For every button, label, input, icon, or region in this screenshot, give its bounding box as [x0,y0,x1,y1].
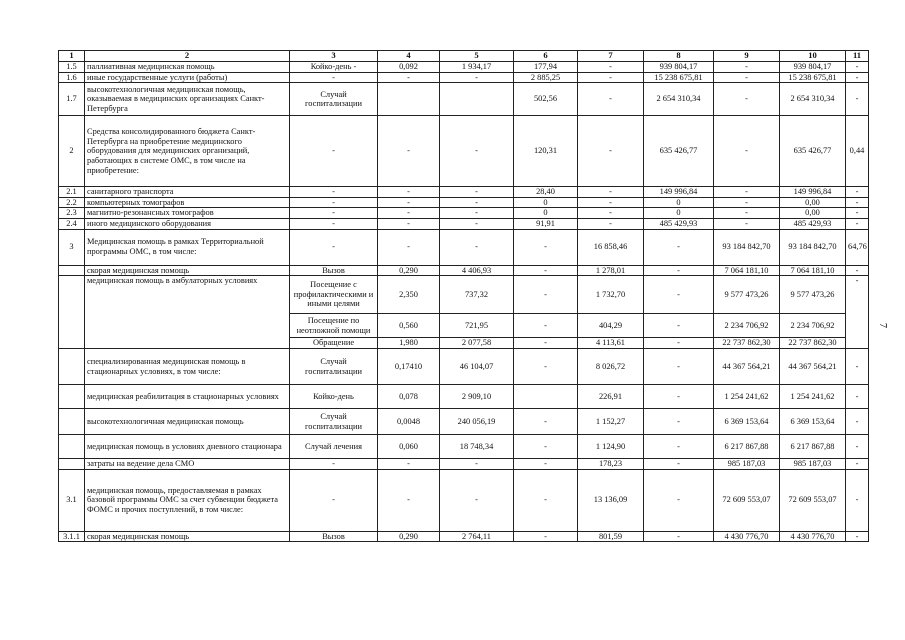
table-cell: - [378,72,440,83]
table-cell: 149 996,84 [644,187,714,198]
table-cell: 1 152,27 [578,409,644,435]
table-cell: - [846,349,869,385]
table-cell: - [440,187,514,198]
table-cell: - [846,385,869,409]
row-label: медицинская помощь в амбулаторных условиях [85,276,290,349]
table-cell: 502,56 [514,83,578,116]
table-cell: 7 064 181,10 [780,265,846,276]
table-cell: - [714,218,780,229]
table-cell: - [644,314,714,338]
table-row [59,218,869,229]
table-cell: - [714,187,780,198]
table-cell: - [846,72,869,83]
table-cell: - [290,197,378,208]
table-cell: Средства консолидированного бюджета Санкт-Петербурга на приобретение медицинского оборудования для медицинских организаций, работающих в системе ОМС, в том числе на приобретение: [85,116,290,187]
table-cell [59,349,85,385]
table-cell: - [846,208,869,219]
table-cell: 2 909,10 [440,385,514,409]
table-cell: 72 609 553,07 [780,469,846,531]
table-cell: - [290,469,378,531]
table-cell [59,385,85,409]
table-cell: 2 764,11 [440,531,514,542]
table-cell: 4 113,61 [578,338,644,349]
table-row [59,469,869,531]
table-cell: 3.1 [59,469,85,531]
column-header: 1 [59,51,85,62]
table-cell: 46 104,07 [440,349,514,385]
table-cell: 1.7 [59,83,85,116]
table-row [59,83,869,116]
table-cell [440,83,514,116]
table-cell [59,435,85,459]
table-cell: 404,29 [578,314,644,338]
table-cell: - [644,459,714,470]
table-cell: 1,980 [378,338,440,349]
table-cell: 4 430 776,70 [780,531,846,542]
table-cell: 240 056,19 [440,409,514,435]
table-cell: - [514,531,578,542]
table-cell: - [440,197,514,208]
table-cell: - [440,469,514,531]
table-cell: 120,31 [514,116,578,187]
table-cell: 0 [514,197,578,208]
table-cell: - [514,338,578,349]
table-cell: - [578,116,644,187]
table-cell: - [846,409,869,435]
table-cell: - [846,83,869,116]
table-cell: 2 234 706,92 [780,314,846,338]
table-cell: 0,560 [378,314,440,338]
table-cell: - [378,116,440,187]
table-row [59,409,869,435]
column-header: 10 [780,51,846,62]
table-cell: - [578,187,644,198]
table-cell: 15 238 675,81 [644,72,714,83]
table-cell: 93 184 842,70 [714,229,780,265]
table-cell: 177,94 [514,62,578,73]
table-cell: 0,092 [378,62,440,73]
table-cell: - [514,435,578,459]
table-cell: - [378,459,440,470]
table-cell: 1 934,17 [440,62,514,73]
table-cell: - [378,197,440,208]
table-cell: 2.3 [59,208,85,219]
table-cell: Обращение [290,338,378,349]
table-row [59,385,869,409]
table-cell: 635 426,77 [780,116,846,187]
table-cell: - [578,218,644,229]
table-cell: - [378,208,440,219]
document-page [58,50,868,542]
table-cell: 44 367 564,21 [714,349,780,385]
table-cell: 1.5 [59,62,85,73]
table-cell: 22 737 862,30 [714,338,780,349]
table-cell: 2 077,58 [440,338,514,349]
table-cell: 2 234 706,92 [714,314,780,338]
table-row [59,208,869,219]
table-cell: - [846,531,869,542]
table-cell: 4 430 776,70 [714,531,780,542]
table-cell: - [440,208,514,219]
table-cell: - [644,385,714,409]
table-cell: - [514,265,578,276]
table-cell: - [440,229,514,265]
table-cell: 4 406,93 [440,265,514,276]
table-cell: Случай лечения [290,435,378,459]
table-cell: 0,060 [378,435,440,459]
table-cell: 22 737 862,30 [780,338,846,349]
table-cell: - [714,62,780,73]
table-cell: 2.2 [59,197,85,208]
table-cell: - [514,459,578,470]
table-cell: Койко-день - [290,62,378,73]
table-cell: 1 254 241,62 [780,385,846,409]
table-cell: 9 577 473,26 [780,276,846,314]
table-cell: высокотехнологичная медицинская помощь, оказываемая в медицинских организациях Санкт-Петербурга [85,83,290,116]
table-body [59,51,869,542]
table-cell: 2 [59,116,85,187]
table-cell: - [846,469,869,531]
table-cell: Случай госпитализации [290,409,378,435]
table-cell: 1 732,70 [578,276,644,314]
table-cell: Посещение по неотложной помощи [290,314,378,338]
table-cell: 13 136,09 [578,469,644,531]
table-cell: 985 187,03 [780,459,846,470]
page-number: 7 [877,323,888,328]
table-cell: 72 609 553,07 [714,469,780,531]
table-cell: 93 184 842,70 [780,229,846,265]
table-cell: 2 654 310,34 [644,83,714,116]
table-cell: 2.1 [59,187,85,198]
table-cell: - [846,62,869,73]
table-cell: Посещение с профилактическими и иными целями [290,276,378,314]
table-cell: 8 026,72 [578,349,644,385]
table-cell: санитарного транспорта [85,187,290,198]
table-cell: - [714,83,780,116]
table-cell: - [514,276,578,314]
table-cell: 0 [644,197,714,208]
table-cell: - [290,208,378,219]
table-cell: 7 064 181,10 [714,265,780,276]
table-cell: 0 [514,208,578,219]
column-header: 8 [644,51,714,62]
table-cell: скорая медицинская помощь [85,265,290,276]
table-cell: специализированная медицинская помощь в стационарных условиях, в том числе: [85,349,290,385]
table-cell: - [714,116,780,187]
column-header: 3 [290,51,378,62]
table-row [59,459,869,470]
table-cell: 2.4 [59,218,85,229]
table-cell: 44 367 564,21 [780,349,846,385]
table-cell: - [514,314,578,338]
table-row [59,116,869,187]
table-cell: - [714,197,780,208]
column-header: 11 [846,51,869,62]
table-cell: 0,00 [780,197,846,208]
table-cell: 485 429,93 [780,218,846,229]
table-cell: 2 885,25 [514,72,578,83]
table-cell: - [378,469,440,531]
table-cell: - [644,409,714,435]
table-cell: 6 217 867,88 [780,435,846,459]
table-cell: - [578,62,644,73]
table-cell: - [578,72,644,83]
table-cell: - [578,208,644,219]
table-cell [514,385,578,409]
table-cell: Вызов [290,265,378,276]
table-cell: 3.1.1 [59,531,85,542]
table-cell: Случай госпитализации [290,349,378,385]
table-cell: Случай госпитализации [290,83,378,116]
table-cell: 721,95 [440,314,514,338]
table-cell: - [578,197,644,208]
table-row [59,197,869,208]
table-cell: - [644,531,714,542]
table-cell: 635 426,77 [644,116,714,187]
table-cell: - [644,469,714,531]
table-row [59,349,869,385]
table-cell: 149 996,84 [780,187,846,198]
table-cell: 6 369 153,64 [714,409,780,435]
table-cell [378,83,440,116]
table-cell: затраты на ведение дела СМО [85,459,290,470]
table-cell: 0,44 [846,116,869,187]
table-cell: 0,078 [378,385,440,409]
table-cell: 6 217 867,88 [714,435,780,459]
table-cell: 3 [59,229,85,265]
table-cell: 985 187,03 [714,459,780,470]
table-cell: магнитно-резонансных томографов [85,208,290,219]
table-cell: 485 429,93 [644,218,714,229]
table-cell: медицинская помощь в условиях дневного стационара [85,435,290,459]
table-cell: - [846,197,869,208]
table-cell: - [846,218,869,229]
table-cell: 0,00 [780,208,846,219]
table-row [59,531,869,542]
table-cell: 18 748,34 [440,435,514,459]
table-cell: 801,59 [578,531,644,542]
table-cell: - [378,229,440,265]
table-cell: Койко-день [290,385,378,409]
table-cell: - [440,218,514,229]
table-cell: - [290,459,378,470]
table-cell: 0,0048 [378,409,440,435]
table-cell: - [290,72,378,83]
table-cell: - [644,338,714,349]
table-cell: - [644,435,714,459]
table-cell: - [514,409,578,435]
table-cell: 28,40 [514,187,578,198]
table-cell: 0,290 [378,531,440,542]
table-cell: - [290,218,378,229]
table-cell: 939 804,17 [644,62,714,73]
table-cell: компьютерных томографов [85,197,290,208]
table-row [59,62,869,73]
table-cell: - [644,265,714,276]
table-cell: 15 238 675,81 [780,72,846,83]
table-cell: - [644,349,714,385]
table-cell: 16 858,46 [578,229,644,265]
table-cell: 737,32 [440,276,514,314]
table-cell: 91,91 [514,218,578,229]
column-header: 7 [578,51,644,62]
table-cell: 9 577 473,26 [714,276,780,314]
column-header: 5 [440,51,514,62]
column-header: 2 [85,51,290,62]
table-row [59,265,869,276]
table-cell: 1 278,01 [578,265,644,276]
table-cell: - [440,72,514,83]
table-cell: - [846,276,869,349]
budget-table [58,50,869,542]
table-cell: иные государственные услуги (работы) [85,72,290,83]
table-cell: - [578,83,644,116]
table-cell [59,265,85,276]
table-cell: 64,76 [846,229,869,265]
table-row [59,72,869,83]
table-row [59,229,869,265]
column-header: 4 [378,51,440,62]
table-cell: - [846,435,869,459]
column-header: 9 [714,51,780,62]
column-header: 6 [514,51,578,62]
table-cell: иного медицинского оборудования [85,218,290,229]
table-cell: 0,290 [378,265,440,276]
table-cell: 1 254 241,62 [714,385,780,409]
table-cell: 178,23 [578,459,644,470]
table-cell: 939 804,17 [780,62,846,73]
table-row [59,276,869,314]
table-row [59,187,869,198]
table-cell: 1 124,90 [578,435,644,459]
table-cell: скорая медицинская помощь [85,531,290,542]
table-cell: 226,91 [578,385,644,409]
table-cell: - [514,349,578,385]
table-cell: 6 369 153,64 [780,409,846,435]
table-cell: - [378,218,440,229]
table-cell: - [378,187,440,198]
table-cell [59,276,85,349]
table-cell [59,459,85,470]
table-cell: - [644,229,714,265]
table-cell: 1.6 [59,72,85,83]
table-cell: медицинская реабилитация в стационарных условиях [85,385,290,409]
table-cell: - [714,208,780,219]
table-cell: - [290,116,378,187]
table-cell: 0 [644,208,714,219]
table-cell: - [290,229,378,265]
table-cell: - [846,459,869,470]
table-row [59,435,869,459]
table-cell: Вызов [290,531,378,542]
table-cell: паллиативная медицинская помощь [85,62,290,73]
table-cell: - [514,469,578,531]
table-cell: - [846,265,869,276]
table-cell: 0,17410 [378,349,440,385]
table-cell: 2 654 310,34 [780,83,846,116]
table-cell: медицинская помощь, предоставляемая в рамках базовой программы ОМС за счет субвенции бюджета ФОМС и прочих поступлений, в том числе: [85,469,290,531]
table-cell: - [440,116,514,187]
table-cell: - [846,187,869,198]
table-cell: Медицинская помощь в рамках Территориальной программы ОМС, в том числе: [85,229,290,265]
table-cell: - [440,459,514,470]
table-cell [59,409,85,435]
table-cell: - [290,187,378,198]
table-cell: - [714,72,780,83]
table-cell: - [514,229,578,265]
table-cell: высокотехнологичная медицинская помощь [85,409,290,435]
table-cell: - [644,276,714,314]
header-row [59,51,869,62]
table-cell: 2,350 [378,276,440,314]
